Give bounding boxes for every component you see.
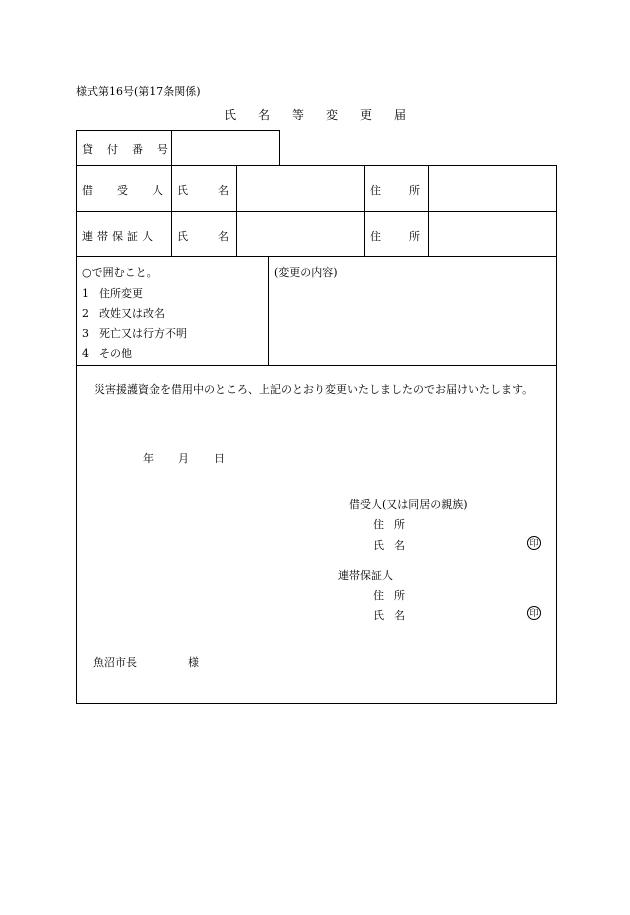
guarantor-signature-heading: 連帯保証人 [338,569,393,582]
declaration-section [76,365,557,704]
divider [171,165,172,257]
option-number: 2 [82,307,89,320]
change-option-3[interactable] [82,325,187,341]
borrower-name-label: 氏名 [177,184,259,197]
change-content-label: (変更の内容) [274,266,338,279]
guarantor-name-field[interactable] [237,212,363,256]
divider [364,165,365,257]
loan-number-field[interactable] [172,131,278,165]
change-option-2[interactable] [82,305,165,321]
option-number: 3 [82,327,89,340]
borrower-signature-address-label: 住所 [373,518,415,531]
borrower-signature-heading: 借受人(又は同居の親族) [349,498,468,511]
form-number: 様式第16号(第17条関係) [76,85,201,98]
borrower-address-field[interactable] [429,166,555,210]
option-text: 住所変更 [99,287,143,300]
option-text: その他 [99,347,132,360]
addressee: 魚沼市長 [93,656,137,669]
honorific: 様 [188,656,199,669]
date-day: 日 [214,452,225,465]
option-text: 改姓又は改名 [99,307,165,320]
guarantor-address-field[interactable] [429,212,555,256]
borrower-seal-icon: 印 [527,536,541,550]
borrower-name-field[interactable] [237,166,363,210]
borrower-address-label: 住所 [370,184,448,197]
divider [268,256,269,366]
declaration-body: 災害援護資金を借用中のところ、上記のとおり変更いたしましたのでお届けいたします。 [94,383,534,396]
borrower-signature-name-label: 氏名 [373,539,415,552]
option-text: 死亡又は行方不明 [99,327,187,340]
guarantor-name-label: 氏名 [177,230,259,243]
change-instruction: ○で囲むこと。 [82,266,158,279]
date-month: 月 [178,452,189,465]
borrower-label: 借受人 [82,184,187,197]
option-number: 4 [82,347,89,360]
guarantor-label: 連帯保証人 [82,230,157,243]
date-year: 年 [143,452,154,465]
change-option-4[interactable] [82,345,132,361]
loan-number-label: 貸付番号 [82,143,182,156]
change-option-1[interactable] [82,285,143,301]
guarantor-seal-icon: 印 [527,606,541,620]
guarantor-signature-address-label: 住所 [373,589,415,602]
guarantor-address-label: 住所 [370,230,448,243]
change-content-field[interactable] [270,282,554,364]
guarantor-signature-name-label: 氏名 [373,609,415,622]
form-title: 氏名等変更届 [223,108,428,122]
option-number: 1 [82,287,89,300]
